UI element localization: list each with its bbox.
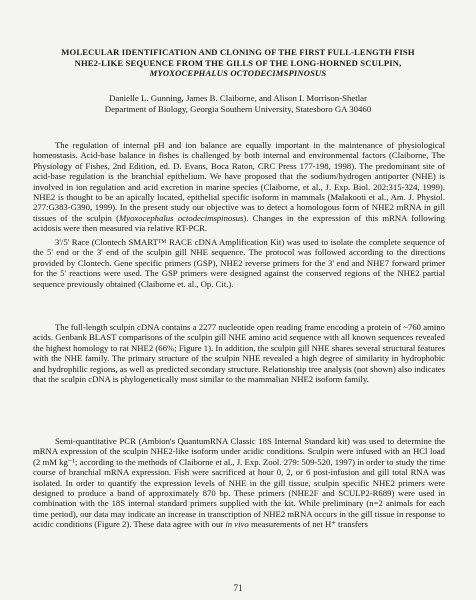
paragraph-text: The regulation of internal pH and ion balance are equally important in the maintenance of physiological homeostasis. Acid-base balance in fishes is challenged by both internal and environmental factors (Claiborne, The Physiology of Fishes, 2nd Edition, ed. D. Evans, Boca Raton, CRC Press 177-198, 1998). The predominant site of acid-base regulation is the branchial epithelium. We have proposed that the sodium/hydrogen antiporter (NHE) is involved in ion regulation and acid excretion in marine species (Claiborne, et al., J. Exp. Biol. 202:315-324, 1999). NHE2 is thought to be an apically located, epithelial specific isoform in mammals (Malakooti et al., Am. J. Physiol. 277:G383-G390, 1999). In the present study our objective was to detect a homologous form of NHE2 mRNA in gill tissues of the sculpin ( [33, 140, 445, 223]
paper-title [20, 47, 456, 79]
paragraph-text: measurements of net H⁺ transfers [248, 519, 368, 530]
title-line-3: MYOXOCEPHALUS OCTODECIMSPINOSUS [149, 68, 327, 79]
page-number: 71 [233, 583, 243, 593]
paragraph-methods-race: 3'/5' Race (Clontech SMART™ RACE cDNA Amplification Kit) was used to isolate the complete sequence of the 5' end or the 3' end of the sculpin gill NHE sequence. The protocol was followed according to the directions provided by Clontech. Gene specific primers (GSP), NHE2 reverse primers for the 3' end and NHE7 forward primer for the 5' reactions were used. The GSP primers were designed against the conserved regions of the NHE2 partial sequence previously obtained (Claiborne et. al., Op. Cit.). [33, 237, 445, 289]
author-names: Danielle L. Gunning, James B. Claiborne, and Alison I. Morrison-Shetlar [108, 93, 367, 103]
paragraph-introduction [33, 140, 445, 234]
paragraph-results-sequence: The full-length sculpin cDNA contains a 2277 nucleotide open reading frame encoding a protein of ~760 amino acids. Genbank BLAST comparisons of the sculpin gill NHE amino acid sequence with all known sequences revealed the highest homology to rat NHE2 (66%; Figure 1). In addition, the sculpin gill NHE shares several structural features with the NHE family. The primary structure of the sculpin NHE revealed a high degree of similarity in hydrophobic and hydrophilic regions, as well as predicted secondary structure. Relationship tree analysis (not shown) also indicates that the sculpin cDNA is phylogenetically most similar to the mammalian NHE2 isoform family. [33, 322, 445, 385]
author-affiliation: Department of Biology, Georgia Southern University, Statesboro GA 30460 [104, 103, 372, 114]
paragraph-text: ). Changes in the expression of this mRNA following acidosis were then measured via relative RT-PCR. [33, 212, 445, 234]
paragraph-text: Semi-quantitative PCR (Ambion's QuantumRNA Classic 18S Internal Standard kit) was used to determine the mRNA expression of the sculpin NHE2-like isoform under acidic conditions. Sculpin were infused with an HCl load (2 mM kg⁻¹; according to the methods of Claiborne et al., J. Exp. Zool. 279: 509-520, 1997) in order to study the time course of branchial mRNA expression. Fish were sacrificed at hour 0, 2, or 6 post-infusion and gill total RNA was isolated. In order to quantify the expression levels of NHE in the gill tissue, sculpin specific NHE2 primers were designed to produce a band of approximately 870 bp. These primers (NHE2F and SCULP2-R689) were used in combination with the 18S internal standard primers supplied with the kit. While preliminary (n=2 animals for each time period), our data may indicate an increase in transcription of NHE2 mRNA occurs in the gill tissue in response to acidic conditions (Figure 2). These data agree with our [33, 436, 445, 530]
paragraph-methods-pcr [33, 436, 445, 530]
author-block [20, 93, 456, 115]
species-name: Myoxocephalus octodecimspinosus [118, 212, 244, 223]
italic-term: in vivo [225, 519, 249, 530]
title-line-1: MOLECULAR IDENTIFICATION AND CLONING OF THE FIRST FULL-LENGTH FISH [61, 47, 415, 57]
title-line-2: NHE2-LIKE SEQUENCE FROM THE GILLS OF THE LONG-HORNED SCULPIN, [74, 57, 402, 68]
